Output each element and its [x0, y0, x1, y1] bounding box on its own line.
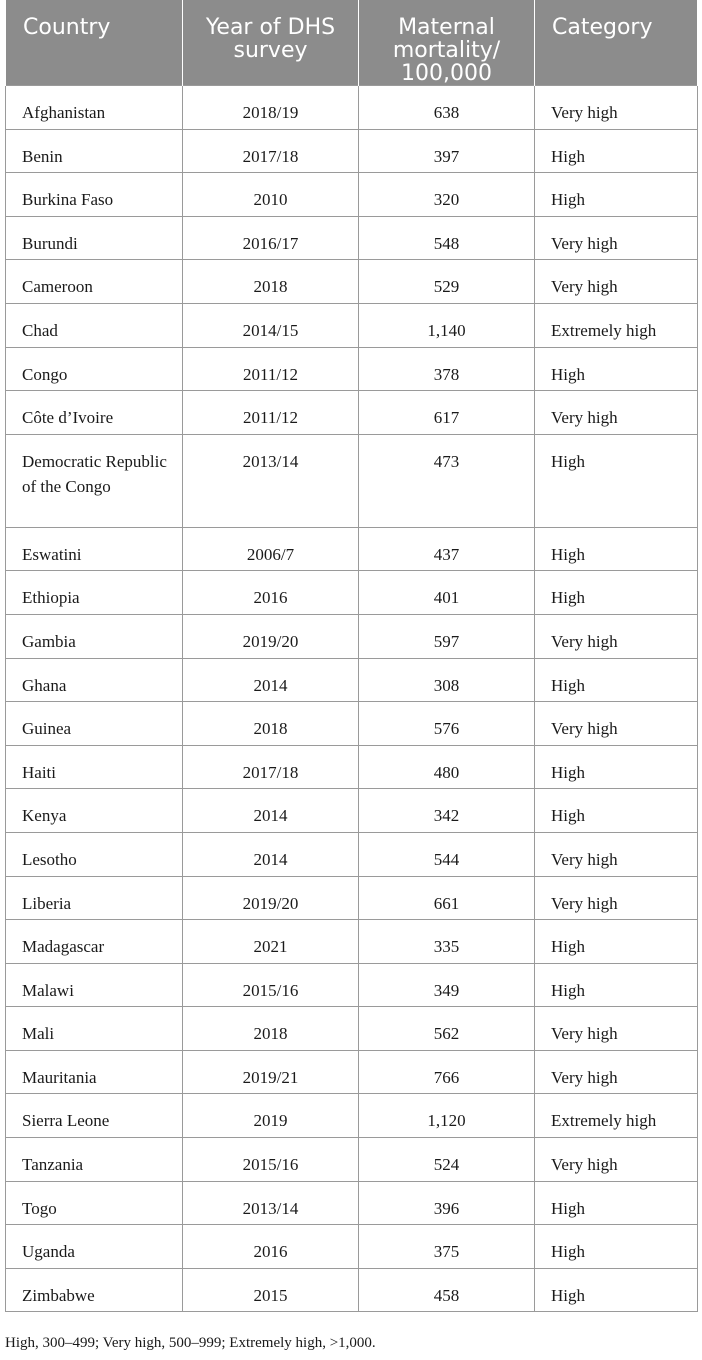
country-cell: Guinea [6, 702, 183, 746]
year-cell: 2014 [183, 789, 359, 833]
mortality-cell: 458 [359, 1268, 535, 1312]
category-cell: Very high [535, 216, 698, 260]
category-cell: Very high [535, 86, 698, 130]
category-cell: Very high [535, 876, 698, 920]
year-cell: 2018 [183, 1007, 359, 1051]
table-row [6, 173, 698, 217]
category-cell: High [535, 789, 698, 833]
mortality-cell: 617 [359, 391, 535, 435]
country-cell: Tanzania [6, 1138, 183, 1182]
category-cell: Very high [535, 1050, 698, 1094]
mortality-cell: 375 [359, 1225, 535, 1269]
header-year: Year of DHS survey [183, 0, 359, 86]
country-cell: Gambia [6, 614, 183, 658]
country-cell: Madagascar [6, 920, 183, 964]
table-row [6, 86, 698, 130]
year-cell: 2006/7 [183, 527, 359, 571]
country-cell: Kenya [6, 789, 183, 833]
table-row [6, 614, 698, 658]
mortality-cell: 480 [359, 745, 535, 789]
year-cell: 2014 [183, 832, 359, 876]
category-cell: Very high [535, 702, 698, 746]
country-cell: Democratic Republic of the Congo [6, 434, 183, 527]
mortality-cell: 661 [359, 876, 535, 920]
country-cell: Malawi [6, 963, 183, 1007]
mortality-cell: 524 [359, 1138, 535, 1182]
year-cell: 2011/12 [183, 391, 359, 435]
country-cell: Zimbabwe [6, 1268, 183, 1312]
table-row [6, 216, 698, 260]
category-cell: High [535, 658, 698, 702]
table-body [6, 86, 698, 1312]
country-cell: Eswatini [6, 527, 183, 571]
category-cell: High [535, 571, 698, 615]
table-row [6, 303, 698, 347]
category-cell: Extremely high [535, 303, 698, 347]
table-row [6, 1007, 698, 1051]
mortality-cell: 473 [359, 434, 535, 527]
country-cell: Sierra Leone [6, 1094, 183, 1138]
mortality-cell: 396 [359, 1181, 535, 1225]
year-cell: 2017/18 [183, 745, 359, 789]
year-cell: 2019/20 [183, 614, 359, 658]
mortality-cell: 1,140 [359, 303, 535, 347]
category-cell: High [535, 347, 698, 391]
table-row [6, 571, 698, 615]
mortality-cell: 308 [359, 658, 535, 702]
year-cell: 2018 [183, 702, 359, 746]
mortality-cell: 548 [359, 216, 535, 260]
header-country: Country [6, 0, 183, 86]
year-cell: 2017/18 [183, 129, 359, 173]
mortality-cell: 638 [359, 86, 535, 130]
year-cell: 2014/15 [183, 303, 359, 347]
table-row [6, 1138, 698, 1182]
mortality-cell: 378 [359, 347, 535, 391]
country-cell: Côte d’Ivoire [6, 391, 183, 435]
year-cell: 2016/17 [183, 216, 359, 260]
table-row [6, 1094, 698, 1138]
table-row [6, 963, 698, 1007]
year-cell: 2016 [183, 1225, 359, 1269]
year-cell: 2015/16 [183, 1138, 359, 1182]
table-row [6, 745, 698, 789]
table-row [6, 876, 698, 920]
mortality-cell: 335 [359, 920, 535, 964]
mortality-cell: 766 [359, 1050, 535, 1094]
country-cell: Togo [6, 1181, 183, 1225]
country-cell: Cameroon [6, 260, 183, 304]
category-cell: Extremely high [535, 1094, 698, 1138]
mortality-cell: 597 [359, 614, 535, 658]
country-cell: Congo [6, 347, 183, 391]
category-cell: High [535, 963, 698, 1007]
country-cell: Lesotho [6, 832, 183, 876]
category-cell: Very high [535, 614, 698, 658]
header-category: Category [535, 0, 698, 86]
year-cell: 2015 [183, 1268, 359, 1312]
mortality-table-container [5, 0, 697, 1312]
maternal-mortality-table [5, 0, 698, 1312]
year-cell: 2019/20 [183, 876, 359, 920]
year-cell: 2015/16 [183, 963, 359, 1007]
header-maternal-mortality: Maternal mortality/ 100,000 [359, 0, 535, 86]
table-row [6, 832, 698, 876]
country-cell: Haiti [6, 745, 183, 789]
year-cell: 2014 [183, 658, 359, 702]
country-cell: Ghana [6, 658, 183, 702]
country-cell: Mali [6, 1007, 183, 1051]
category-cell: High [535, 920, 698, 964]
year-cell: 2019 [183, 1094, 359, 1138]
table-row [6, 1225, 698, 1269]
year-cell: 2011/12 [183, 347, 359, 391]
table-row [6, 658, 698, 702]
mortality-cell: 342 [359, 789, 535, 833]
table-row [6, 1181, 698, 1225]
year-cell: 2010 [183, 173, 359, 217]
mortality-cell: 1,120 [359, 1094, 535, 1138]
table-row [6, 1050, 698, 1094]
category-cell: High [535, 173, 698, 217]
year-cell: 2013/14 [183, 434, 359, 527]
mortality-cell: 529 [359, 260, 535, 304]
category-cell: High [535, 1268, 698, 1312]
category-cell: Very high [535, 832, 698, 876]
table-row [6, 1268, 698, 1312]
category-cell: High [535, 1225, 698, 1269]
category-cell: High [535, 527, 698, 571]
mortality-cell: 576 [359, 702, 535, 746]
mortality-cell: 349 [359, 963, 535, 1007]
country-cell: Uganda [6, 1225, 183, 1269]
mortality-cell: 401 [359, 571, 535, 615]
table-row [6, 920, 698, 964]
year-cell: 2013/14 [183, 1181, 359, 1225]
year-cell: 2019/21 [183, 1050, 359, 1094]
mortality-cell: 397 [359, 129, 535, 173]
category-cell: Very high [535, 260, 698, 304]
category-cell: High [535, 1181, 698, 1225]
category-cell: Very high [535, 391, 698, 435]
country-cell: Mauritania [6, 1050, 183, 1094]
year-cell: 2018 [183, 260, 359, 304]
table-row [6, 129, 698, 173]
mortality-cell: 544 [359, 832, 535, 876]
category-cell: High [535, 745, 698, 789]
table-row [6, 260, 698, 304]
table-header [6, 0, 698, 86]
mortality-cell: 562 [359, 1007, 535, 1051]
table-row [6, 391, 698, 435]
table-row [6, 347, 698, 391]
year-cell: 2021 [183, 920, 359, 964]
category-cell: Very high [535, 1138, 698, 1182]
country-cell: Liberia [6, 876, 183, 920]
country-cell: Afghanistan [6, 86, 183, 130]
header-row [6, 0, 698, 86]
year-cell: 2016 [183, 571, 359, 615]
country-cell: Burundi [6, 216, 183, 260]
table-row [6, 527, 698, 571]
table-row [6, 702, 698, 746]
country-cell: Benin [6, 129, 183, 173]
country-cell: Ethiopia [6, 571, 183, 615]
country-cell: Chad [6, 303, 183, 347]
year-cell: 2018/19 [183, 86, 359, 130]
mortality-cell: 437 [359, 527, 535, 571]
table-footnote: High, 300–499; Very high, 500–999; Extremely high, >1,000. [5, 1335, 376, 1351]
category-cell: High [535, 129, 698, 173]
category-cell: High [535, 434, 698, 527]
country-cell: Burkina Faso [6, 173, 183, 217]
mortality-cell: 320 [359, 173, 535, 217]
category-cell: Very high [535, 1007, 698, 1051]
table-row [6, 789, 698, 833]
table-row [6, 434, 698, 527]
